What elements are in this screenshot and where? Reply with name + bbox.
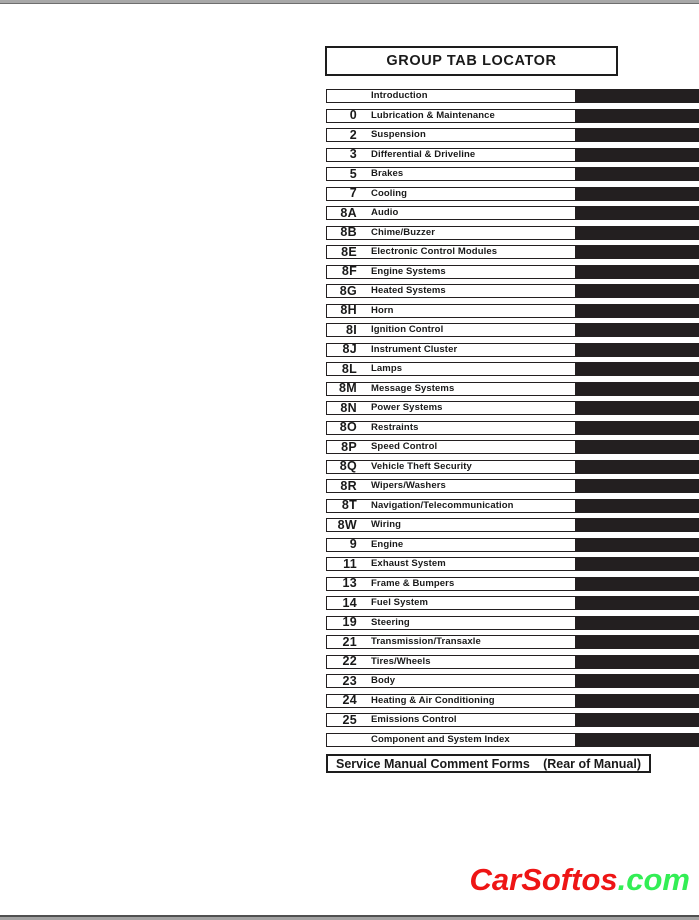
group-tab-box[interactable] bbox=[326, 655, 576, 669]
group-tab-row[interactable] bbox=[326, 128, 699, 142]
group-number: 0 bbox=[349, 108, 357, 123]
group-tab-box[interactable] bbox=[326, 226, 576, 240]
comment-forms-row[interactable] bbox=[326, 754, 651, 773]
black-tab-marker bbox=[576, 733, 699, 747]
group-label: Exhaust System bbox=[371, 558, 446, 570]
black-tab-marker bbox=[576, 460, 699, 474]
group-label: Audio bbox=[371, 207, 399, 219]
group-number: 9 bbox=[349, 537, 357, 552]
black-tab-marker bbox=[576, 206, 699, 220]
black-tab-marker bbox=[576, 343, 699, 357]
black-tab-marker bbox=[576, 518, 699, 532]
group-label: Heated Systems bbox=[371, 285, 446, 297]
black-tab-marker bbox=[576, 226, 699, 240]
group-number: 2 bbox=[349, 127, 357, 142]
group-tab-box[interactable] bbox=[326, 206, 576, 220]
group-tab-row[interactable] bbox=[326, 440, 699, 454]
group-tab-row[interactable] bbox=[326, 694, 699, 708]
group-tab-box[interactable] bbox=[326, 343, 576, 357]
black-tab-marker bbox=[576, 616, 699, 630]
group-number: 8Q bbox=[339, 459, 357, 474]
black-tab-marker bbox=[576, 694, 699, 708]
group-tab-box[interactable] bbox=[326, 128, 576, 142]
group-number: 8W bbox=[337, 517, 357, 532]
group-label: Introduction bbox=[371, 90, 428, 102]
group-tab-row[interactable] bbox=[326, 323, 699, 337]
group-number: 8F bbox=[341, 264, 357, 279]
black-tab-marker bbox=[576, 323, 699, 337]
group-tab-row[interactable] bbox=[326, 538, 699, 552]
group-tab-row[interactable] bbox=[326, 499, 699, 513]
page-title-box bbox=[325, 46, 618, 76]
group-tab-box[interactable] bbox=[326, 694, 576, 708]
group-tab-row[interactable] bbox=[326, 733, 699, 747]
black-tab-marker bbox=[576, 421, 699, 435]
group-label: Lubrication & Maintenance bbox=[371, 109, 495, 121]
group-label: Component and System Index bbox=[371, 733, 510, 745]
group-label: Instrument Cluster bbox=[371, 343, 458, 355]
group-tab-box[interactable] bbox=[326, 323, 576, 337]
black-tab-marker bbox=[576, 401, 699, 415]
black-tab-marker bbox=[576, 265, 699, 279]
group-tab-row[interactable] bbox=[326, 479, 699, 493]
group-label: Differential & Driveline bbox=[371, 148, 476, 160]
black-tab-marker bbox=[576, 109, 699, 123]
group-tab-box[interactable] bbox=[326, 538, 576, 552]
group-number: 8R bbox=[340, 478, 357, 493]
group-label: Heating & Air Conditioning bbox=[371, 694, 495, 706]
group-number: 8L bbox=[341, 361, 357, 376]
black-tab-marker bbox=[576, 167, 699, 181]
group-label: Engine bbox=[371, 538, 404, 550]
group-number: 8H bbox=[340, 303, 357, 318]
group-tab-box[interactable] bbox=[326, 518, 576, 532]
group-tab-list bbox=[326, 89, 699, 747]
group-label: Electronic Control Modules bbox=[371, 246, 498, 258]
group-label: Power Systems bbox=[371, 402, 443, 414]
black-tab-marker bbox=[576, 440, 699, 454]
group-label: Chime/Buzzer bbox=[371, 226, 436, 238]
group-tab-box[interactable] bbox=[326, 89, 576, 103]
group-tab-row[interactable] bbox=[326, 284, 699, 298]
black-tab-marker bbox=[576, 245, 699, 259]
group-tab-box[interactable] bbox=[326, 382, 576, 396]
group-tab-row[interactable] bbox=[326, 401, 699, 415]
group-label: Fuel System bbox=[371, 597, 429, 609]
group-tab-row[interactable] bbox=[326, 557, 699, 571]
group-number: 13 bbox=[342, 576, 357, 591]
group-tab-box[interactable] bbox=[326, 245, 576, 259]
group-tab-box[interactable] bbox=[326, 362, 576, 376]
group-tab-box[interactable] bbox=[326, 148, 576, 162]
black-tab-marker bbox=[576, 187, 699, 201]
group-tab-box[interactable] bbox=[326, 109, 576, 123]
group-number: 5 bbox=[349, 166, 357, 181]
group-tab-row[interactable] bbox=[326, 518, 699, 532]
group-tab-box[interactable] bbox=[326, 577, 576, 591]
group-tab-box[interactable] bbox=[326, 401, 576, 415]
group-tab-row[interactable] bbox=[326, 616, 699, 630]
group-tab-box[interactable] bbox=[326, 167, 576, 181]
group-label: Emissions Control bbox=[371, 714, 457, 726]
black-tab-marker bbox=[576, 577, 699, 591]
group-number: 8O bbox=[339, 420, 357, 435]
black-tab-marker bbox=[576, 499, 699, 513]
black-tab-marker bbox=[576, 655, 699, 669]
comment-forms-location: (Rear of Manual) bbox=[543, 756, 641, 771]
group-tab-row[interactable] bbox=[326, 245, 699, 259]
group-tab-box[interactable] bbox=[326, 635, 576, 649]
black-tab-marker bbox=[576, 382, 699, 396]
black-tab-marker bbox=[576, 557, 699, 571]
group-label: Wiring bbox=[371, 519, 402, 531]
group-number: 8J bbox=[342, 342, 357, 357]
group-label: Lamps bbox=[371, 363, 403, 375]
group-number: 8B bbox=[340, 225, 357, 240]
group-number: 14 bbox=[342, 595, 357, 610]
group-label: Body bbox=[371, 675, 396, 687]
group-tab-row[interactable] bbox=[326, 713, 699, 727]
group-tab-box[interactable] bbox=[326, 284, 576, 298]
group-label: Vehicle Theft Security bbox=[371, 460, 472, 472]
viewer-bottom-edge bbox=[0, 915, 699, 920]
group-label: Wipers/Washers bbox=[371, 480, 446, 492]
group-tab-box[interactable] bbox=[326, 187, 576, 201]
group-tab-box[interactable] bbox=[326, 616, 576, 630]
group-tab-box[interactable] bbox=[326, 596, 576, 610]
group-tab-box[interactable] bbox=[326, 557, 576, 571]
group-number: 25 bbox=[342, 712, 357, 727]
black-tab-marker bbox=[576, 674, 699, 688]
group-number: 8M bbox=[339, 381, 357, 396]
black-tab-marker bbox=[576, 635, 699, 649]
group-number: 7 bbox=[349, 186, 357, 201]
group-tab-row[interactable] bbox=[326, 596, 699, 610]
group-tab-row[interactable] bbox=[326, 89, 699, 103]
group-label: Frame & Bumpers bbox=[371, 577, 455, 589]
group-label: Cooling bbox=[371, 187, 408, 199]
group-label: Horn bbox=[371, 304, 394, 316]
black-tab-marker bbox=[576, 596, 699, 610]
watermark-name: CarSoftos bbox=[469, 862, 618, 897]
black-tab-marker bbox=[576, 148, 699, 162]
carsoftos-watermark bbox=[470, 863, 691, 897]
group-tab-box[interactable] bbox=[326, 713, 576, 727]
group-number: 24 bbox=[342, 693, 357, 708]
group-label: Suspension bbox=[371, 129, 426, 141]
group-tab-row[interactable] bbox=[326, 635, 699, 649]
group-tab-row[interactable] bbox=[326, 109, 699, 123]
group-label: Message Systems bbox=[371, 382, 455, 394]
group-tab-box[interactable] bbox=[326, 733, 576, 747]
black-tab-marker bbox=[576, 713, 699, 727]
group-number: 19 bbox=[342, 615, 357, 630]
group-label: Ignition Control bbox=[371, 324, 444, 336]
group-number: 23 bbox=[342, 673, 357, 688]
group-tab-row[interactable] bbox=[326, 167, 699, 181]
group-tab-box[interactable] bbox=[326, 421, 576, 435]
group-label: Restraints bbox=[371, 421, 419, 433]
group-label: Navigation/Telecommunication bbox=[371, 499, 514, 511]
group-tab-row[interactable] bbox=[326, 206, 699, 220]
group-tab-row[interactable] bbox=[326, 382, 699, 396]
group-number: 8E bbox=[341, 244, 357, 259]
black-tab-marker bbox=[576, 304, 699, 318]
group-number: 8P bbox=[341, 439, 357, 454]
group-tab-row[interactable] bbox=[326, 460, 699, 474]
black-tab-marker bbox=[576, 362, 699, 376]
group-tab-row[interactable] bbox=[326, 304, 699, 318]
group-label: Steering bbox=[371, 616, 410, 628]
group-number: 21 bbox=[342, 634, 357, 649]
group-tab-row[interactable] bbox=[326, 226, 699, 240]
group-tab-row[interactable] bbox=[326, 577, 699, 591]
group-number: 8N bbox=[340, 400, 357, 415]
group-tab-box[interactable] bbox=[326, 479, 576, 493]
group-tab-row[interactable] bbox=[326, 421, 699, 435]
group-tab-row[interactable] bbox=[326, 265, 699, 279]
black-tab-marker bbox=[576, 284, 699, 298]
group-tab-box[interactable] bbox=[326, 265, 576, 279]
watermark-tld: .com bbox=[617, 862, 690, 897]
group-number: 8A bbox=[340, 205, 357, 220]
viewer-top-edge bbox=[0, 0, 699, 4]
group-tab-row[interactable] bbox=[326, 148, 699, 162]
group-tab-box[interactable] bbox=[326, 499, 576, 513]
group-label: Transmission/Transaxle bbox=[371, 636, 481, 648]
group-number: 11 bbox=[343, 556, 357, 571]
group-tab-row[interactable] bbox=[326, 343, 699, 357]
black-tab-marker bbox=[576, 538, 699, 552]
group-tab-row[interactable] bbox=[326, 362, 699, 376]
group-tab-box[interactable] bbox=[326, 460, 576, 474]
group-label: Engine Systems bbox=[371, 265, 446, 277]
group-number: 8G bbox=[339, 283, 357, 298]
group-label: Tires/Wheels bbox=[371, 655, 431, 667]
group-number: 8I bbox=[345, 322, 357, 337]
black-tab-marker bbox=[576, 89, 699, 103]
black-tab-marker bbox=[576, 479, 699, 493]
group-tab-box[interactable] bbox=[326, 304, 576, 318]
group-number: 3 bbox=[349, 147, 357, 162]
group-label: Speed Control bbox=[371, 441, 438, 453]
group-number: 22 bbox=[342, 654, 357, 669]
group-tab-box[interactable] bbox=[326, 674, 576, 688]
group-label: Brakes bbox=[371, 168, 404, 180]
group-number: 8T bbox=[341, 498, 357, 513]
page-title: GROUP TAB LOCATOR bbox=[386, 53, 557, 69]
group-tab-row[interactable] bbox=[326, 187, 699, 201]
comment-forms-label: Service Manual Comment Forms bbox=[336, 756, 530, 771]
black-tab-marker bbox=[576, 128, 699, 142]
group-tab-row[interactable] bbox=[326, 655, 699, 669]
group-tab-row[interactable] bbox=[326, 674, 699, 688]
group-tab-box[interactable] bbox=[326, 440, 576, 454]
